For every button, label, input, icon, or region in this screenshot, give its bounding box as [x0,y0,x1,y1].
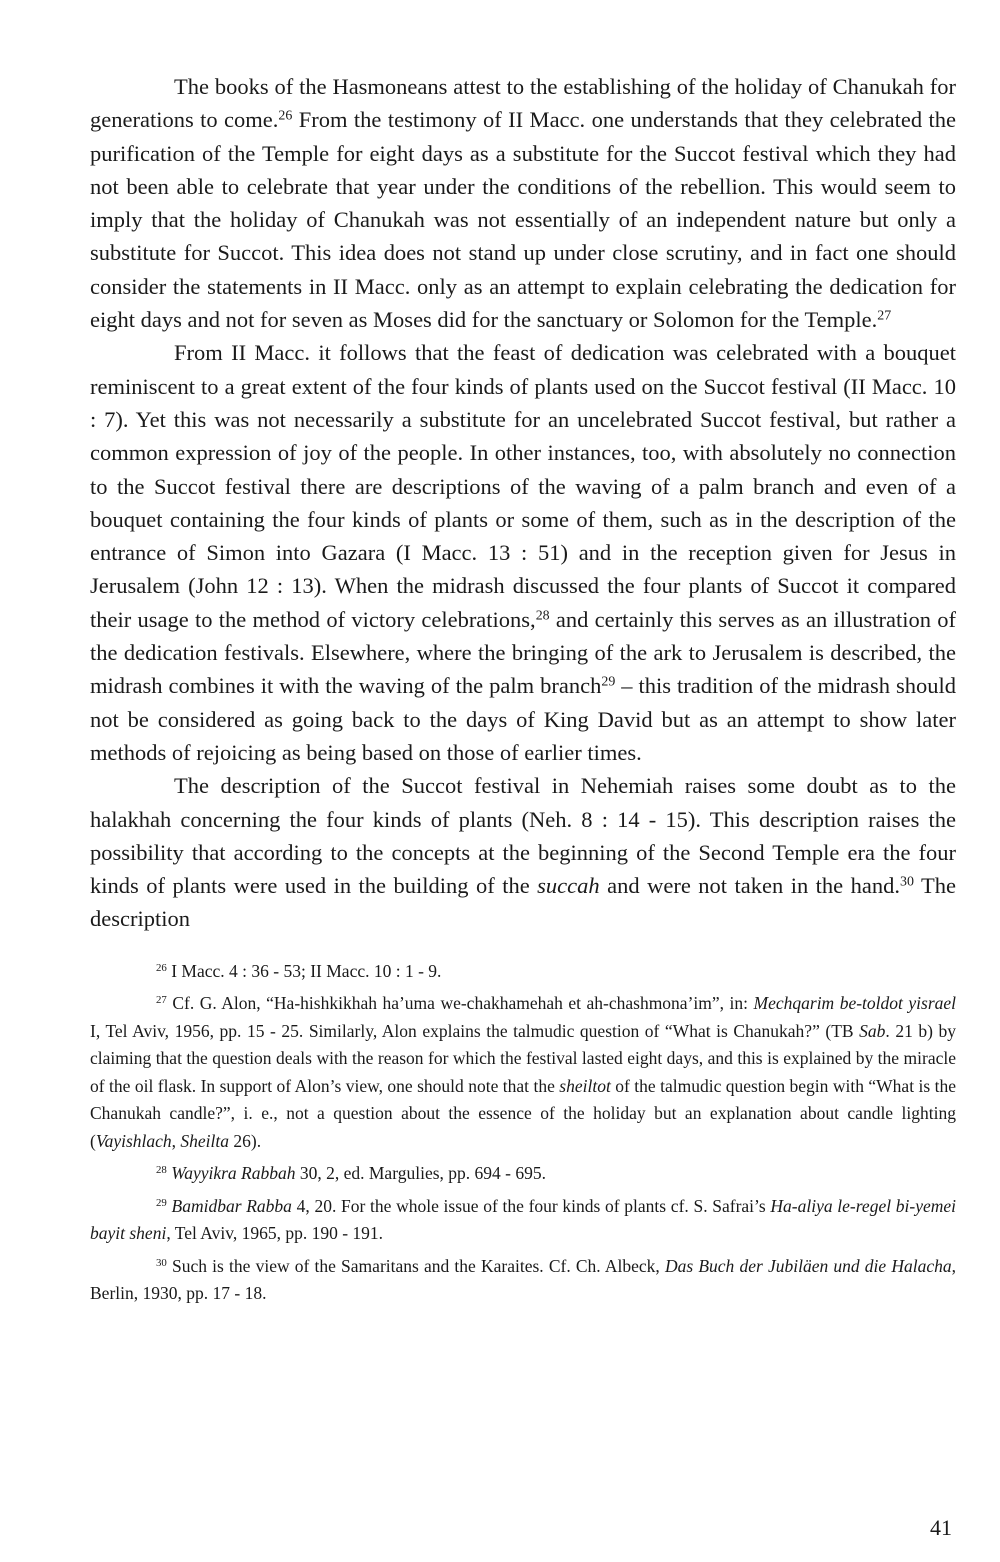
text-run: I, Tel Aviv, 1956, pp. 15 - 25. Similarly, Alon explains the talmudic question of “What is Chanukah?” (TB [90,1020,860,1041]
text-run: I Macc. 4 : 36 - 53; II Macc. 10 : 1 - 9. [166,960,442,981]
footnote-marker: 30 [156,1256,167,1269]
footnote-marker: 29 [601,674,616,690]
text-run: Such is the view of the Samaritans and the Karaites. Cf. Ch. Albeck, [166,1255,665,1276]
italic-text: Sheilta [180,1130,230,1151]
paragraph [90,769,956,935]
footnote-marker: 26 [156,961,167,974]
footnote-marker: 28 [535,608,550,624]
footnote [90,1253,956,1308]
footnote [90,990,956,1155]
footnote [90,958,956,986]
footnote [90,1160,956,1188]
text-run: The description of the Succot festival in Nehemiah raises some doubt as to the halakhah concerning the four kinds of plants (Neh. 8 : 14 - 15). This description raises the possibility that according to the concepts at the beginning of the Second Temple era the four kinds of plants were used in the building of the [90,773,956,899]
page-number: 41 [930,1515,952,1540]
footnote-marker: 26 [278,108,293,124]
text-run: 30, 2, ed. Margulies, pp. 694 - 695. [295,1163,546,1184]
text-run: of the talmudic question begin with “What is the Chanukah candle?”, i. e., not a question about the essence of the holiday but an explanation about candle lighting ( [90,1075,956,1151]
footnote-marker: 27 [156,994,167,1007]
paragraph [90,70,956,336]
text-run: From the testimony of II Macc. one understands that they celebrated the purification of the Temple for eight days as a substitute for the Succot festival which they had not been able to celebrate that year under the conditions of the rebellion. This would seem to imply that the holiday of Chanukah was not essentially of an independent nature but only a substitute for Succot. This idea does not stand up under close scrutiny, and in fact one should consider the statements in II Macc. only as an attempt to explain celebrating the dedication for eight days and not for seven as Moses did for the sanctuary or Solomon for the Temple. [90,107,957,333]
text-run: – this tradition of the midrash should not be considered as going back to the days of King David but as an attempt to show later methods of rejoicing as being based on those of earlier times. [90,673,956,765]
text-run: The description [90,873,957,932]
text-run: , Tel Aviv, 1965, pp. 190 - 191. [166,1223,384,1244]
italic-text: Ha-aliya le-regel bi-yemei bayit sheni [90,1195,957,1244]
text-run: The books of the Hasmoneans attest to the establishing of the holiday of Chanukah for generations to come. [90,74,956,133]
footnotes [90,958,956,1308]
italic-text: Sab [859,1020,886,1041]
italic-text: Vayishlach [95,1130,172,1151]
footnote [90,1193,956,1248]
italic-text: Bamidbar Rabba [171,1195,292,1216]
footnote-marker: 27 [877,308,892,324]
italic-text: Wayyikra Rabbah [171,1163,296,1184]
text-run: , Berlin, 1930, pp. 17 - 18. [90,1255,956,1304]
text-run: and were not taken in the hand. [599,873,901,899]
text-run: 26). [229,1130,262,1151]
footnote-marker: 29 [156,1196,167,1209]
text-run: 4, 20. For the whole issue of the four kinds of plants cf. S. Safrai’s [291,1195,771,1216]
paragraph [90,336,956,769]
italic-text: succah [537,873,600,899]
text-run: . 21 b) by claiming that the question deals with the reason for which the festival lasted eight days, and this is explained by the miracle of the oil flask. In support of Alon’s view, one should note that the [90,1020,956,1096]
italic-text: Mechqarim be-toldot yisrael [753,993,957,1014]
body-text [90,70,956,936]
text-run: Cf. G. Alon, “Ha-hishkikhah ha’uma we-chakhamehah et ah-chashmona’im”, in: [166,993,754,1014]
page [90,70,956,1313]
italic-text: sheiltot [559,1075,611,1096]
footnote-marker: 30 [900,874,914,890]
text-run: and certainly this serves as an illustration of the dedication festivals. Elsewhere, where the bringing of the ark to Jerusalem is described, the midrash combines it with the waving of the palm branch [90,606,956,699]
footnote-marker: 28 [156,1164,167,1177]
text-run: From II Macc. it follows that the feast of dedication was celebrated with a bouquet reminiscent to a great extent of the four kinds of plants used on the Succot festival (II Macc. 10 : 7). Yet this was not necessarily a substitute for an uncelebrated Succot festival, but rather a common expression of joy of the people. In other instances, too, with absolutely no connection to the Succot festival there are descriptions of the waving of a palm branch and even of a bouquet containing the four kinds of plants or some of them, such as in the description of the entrance of Simon into Gazara (I Macc. 13 : 51) and in the reception given for Jesus in Jerusalem (John 12 : 13). When the midrash discussed the four plants of Succot it compared their usage to the method of victory celebrations, [90,340,956,632]
italic-text: Das Buch der Jubiläen und die Halacha [664,1255,952,1276]
text-run: , [171,1130,181,1151]
